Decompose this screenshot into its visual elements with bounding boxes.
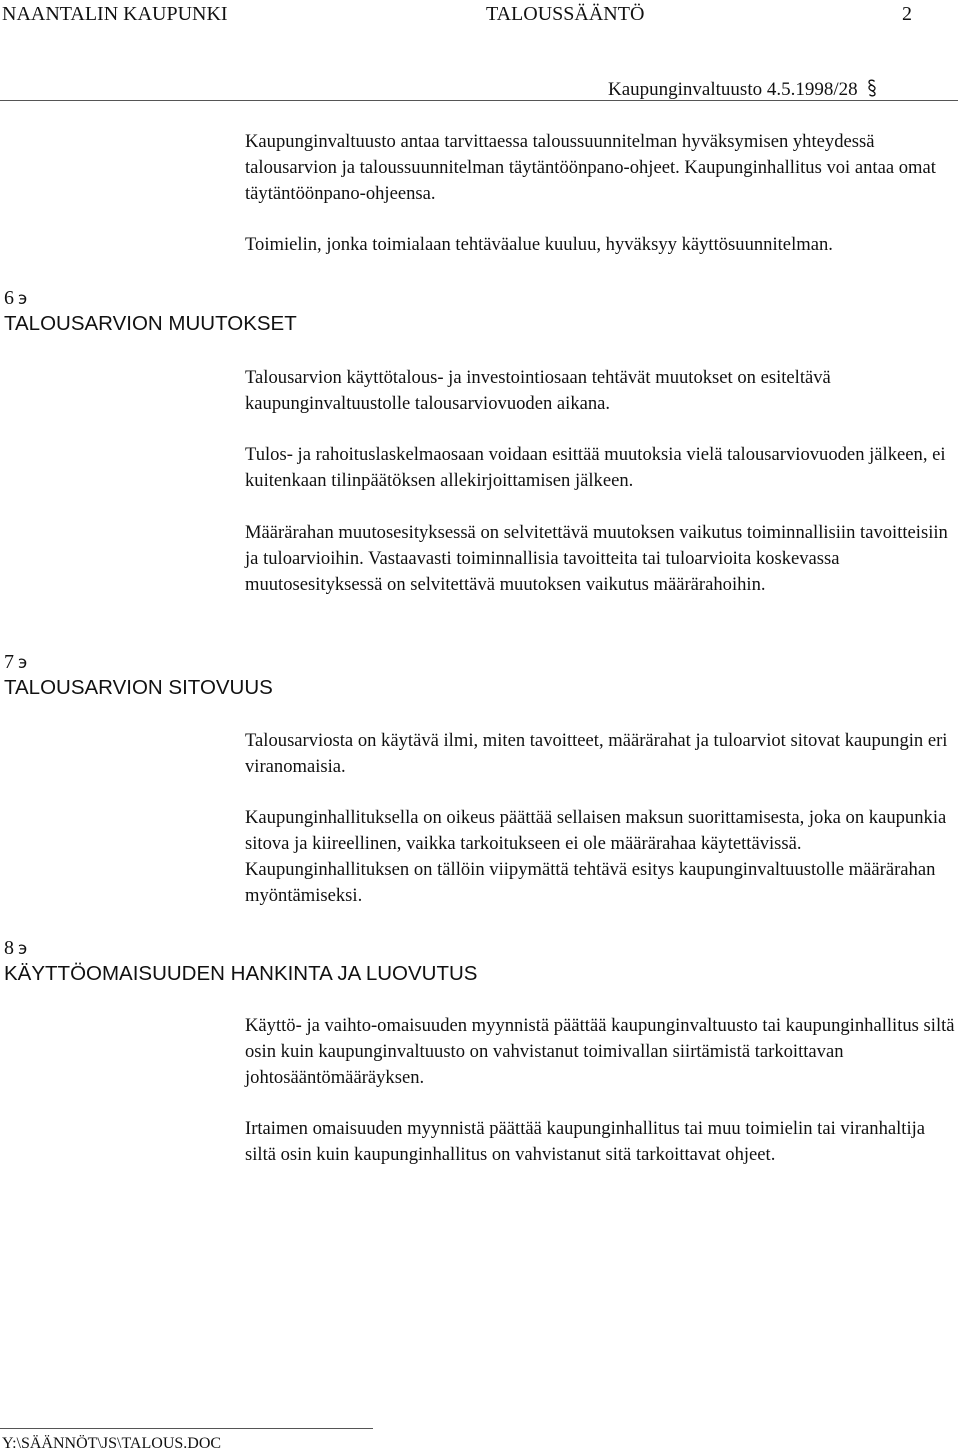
section-number: 6 (4, 287, 14, 309)
intro-paragraph-2: Toimielin, jonka toimialaan tehtäväalue kuuluu, hyväksyy käyttösuunnitelman. (245, 234, 833, 255)
section-6-paragraph-2: Tulos- ja rahoituslaskelmaosaan voidaan esittää muutoksia vielä talousarviovuoden jälkeen, ei kuitenkaan tilinpäätöksen allekirjoittamisen jälkeen. (245, 444, 946, 491)
header-organization: NAANTALIN KAUPUNKI (2, 3, 228, 25)
section-7-title: TALOUSARVION SITOVUUS (4, 676, 273, 699)
section-7-paragraph-1: Talousarviosta on käytävä ilmi, miten tavoitteet, määrärahat ja tuloarviot sitovat kaupungin eri viranomaisia. (245, 730, 948, 777)
header-divider (0, 100, 958, 101)
section-symbol: э (18, 939, 28, 959)
approval-text: Kaupunginvaltuusto 4.5.1998/28 (608, 79, 858, 100)
section-8-title: KÄYTTÖOMAISUUDEN HANKINTA JA LUOVUTUS (4, 962, 478, 985)
section-number: 7 (4, 651, 14, 673)
approval-reference (608, 78, 878, 101)
section-7-paragraph-2: Kaupunginhallituksella on oikeus päättää sellaisen maksun suorittamisesta, joka on kaupunkia sitova ja kiireellinen, vaikka tarkoitukseen ei ole määrärahaa käytettävissä. Kaupunginhallituksen on tällöin viipymättä tehtävä esitys kaupunginvaltuustolle määrärahan myöntämiseksi. (245, 807, 947, 906)
section-6-paragraph-1: Talousarvion käyttötalous- ja investointiosaan tehtävät muutokset on esiteltävä kaupunginvaltuustolle talousarviovuoden aikana. (245, 367, 831, 414)
section-symbol: э (18, 289, 28, 309)
section-6-title: TALOUSARVION MUUTOKSET (4, 312, 297, 335)
section-mark-icon (866, 78, 878, 98)
header-page-number: 2 (902, 3, 912, 25)
section-number: 8 (4, 937, 14, 959)
page-header (0, 0, 960, 30)
header-document-title: TALOUSSÄÄNTÖ (486, 3, 645, 25)
section-6-paragraph-3: Määrärahan muutosesityksessä on selvitettävä muutoksen vaikutus toiminnallisiin tavoitteisiin ja tuloarvioihin. Vastaavasti toiminnallisia tavoitteita tai tuloarvioita koskevassa muutosesityksessä on selvitettävä muutoksen vaikutus määrärahoihin. (245, 522, 948, 595)
section-7-number (4, 650, 27, 675)
section-8-number (4, 936, 27, 961)
section-symbol: э (18, 653, 28, 673)
footer-divider (0, 1428, 373, 1429)
section-8-paragraph-2: Irtaimen omaisuuden myynnistä päättää kaupunginhallitus tai muu toimielin tai viranhaltija siltä osin kuin kaupunginhallitus on vahvistanut sitä tarkoittavat ohjeet. (245, 1118, 926, 1165)
section-6-number (4, 286, 27, 311)
section-8-paragraph-1: Käyttö- ja vaihto-omaisuuden myynnistä päättää kaupunginvaltuusto tai kaupunginhallitus siltä osin kuin kaupunginvaltuusto on vahvistanut toimivallan siirtämistä tarkoittavan johtosääntömääräyksen. (245, 1015, 955, 1088)
footer-file-path: Y:\SÄÄNNÖT\JS\TALOUS.DOC (2, 1435, 222, 1452)
intro-paragraph-1: Kaupunginvaltuusto antaa tarvittaessa taloussuunnitelman hyväksymisen yhteydessä talousarvion ja taloussuunnitelman täytäntöönpano-ohjeet. Kaupunginhallitus voi antaa omat täytäntöönpano-ohjeensa. (245, 131, 936, 204)
